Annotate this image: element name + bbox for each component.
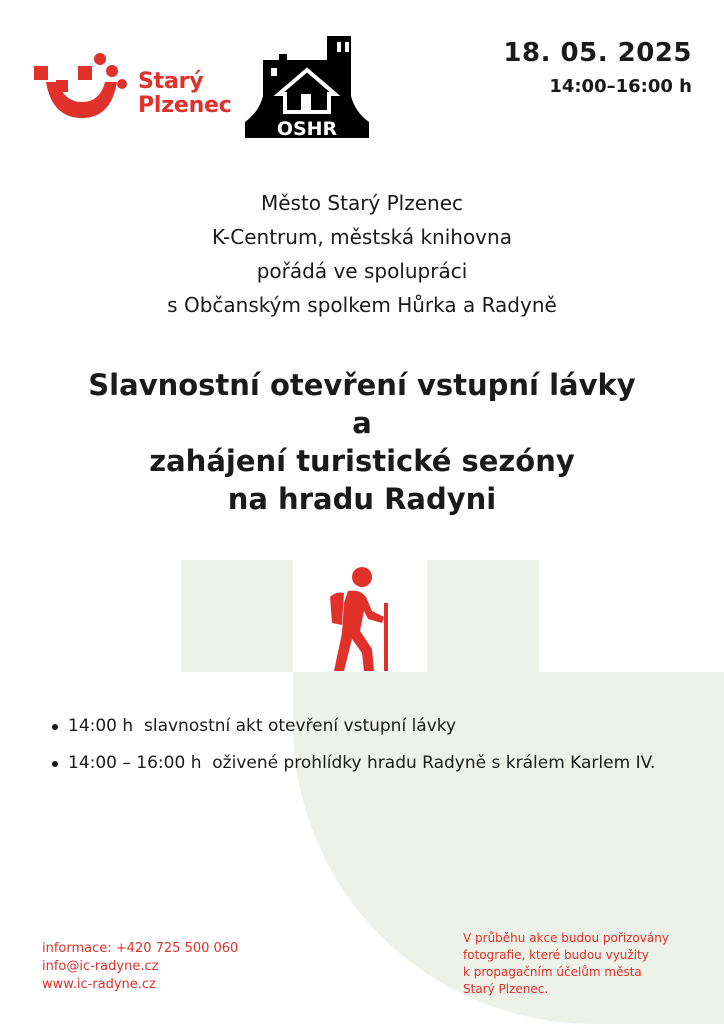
program-item	[50, 716, 655, 736]
photo-notice-line-4: Starý Plzenec.	[463, 982, 549, 996]
intro-line-1: Město Starý Plzenec	[260, 191, 464, 215]
contact-email[interactable]: info@ic-radyne.cz	[42, 959, 159, 974]
stary-plzenec-logo	[32, 48, 242, 128]
background-square-left	[181, 560, 293, 672]
headline-line-3: zahájení turistické sezóny	[149, 444, 575, 478]
city-logo-line-1: Starý	[138, 69, 204, 94]
photo-notice-line-2: fotografie, které budou využity	[463, 948, 649, 962]
program-item-time: 14:00 h	[68, 716, 134, 736]
program-list	[50, 716, 655, 790]
background-square-right	[427, 560, 539, 672]
city-logo-text	[138, 70, 232, 118]
event-headline	[0, 366, 724, 518]
photo-notice-line-3: k propagačním účelům města	[463, 965, 642, 979]
event-date: 18. 05. 2025	[503, 38, 692, 68]
program-item-text: slavnostní akt otevření vstupní lávky	[143, 716, 457, 736]
contact-web[interactable]: www.ic-radyne.cz	[42, 977, 156, 992]
headline-line-1: Slavnostní otevření vstupní lávky	[88, 368, 636, 402]
intro-line-2: K-Centrum, městská knihovna	[212, 225, 512, 249]
event-time: 14:00–16:00 h	[549, 76, 692, 97]
photo-notice	[463, 930, 703, 998]
hiker-icon	[316, 563, 396, 673]
city-logo-line-2: Plzenec	[138, 93, 232, 118]
organizer-intro	[0, 186, 724, 322]
headline-line-2: a	[352, 406, 372, 440]
intro-line-3: pořádá ve spolupráci	[256, 259, 468, 283]
headline-line-4: na hradu Radyni	[227, 482, 497, 516]
intro-line-4: s Občanským spolkem Hůrka a Radyně	[167, 293, 557, 317]
photo-notice-line-1: V průběhu akce budou pořizovány	[463, 931, 669, 945]
oshr-castle-icon	[243, 32, 371, 140]
oshr-mark-text: OSHR	[276, 118, 338, 140]
program-item-text: oživené prohlídky hradu Radyně s králem Karlem IV.	[212, 753, 656, 773]
program-item-time: 14:00 – 16:00 h	[68, 753, 202, 773]
contact-phone: informace: +420 725 500 060	[42, 941, 239, 956]
program-item	[50, 753, 655, 773]
stary-plzenec-logo-icon	[32, 50, 132, 120]
contact-info	[42, 940, 238, 994]
